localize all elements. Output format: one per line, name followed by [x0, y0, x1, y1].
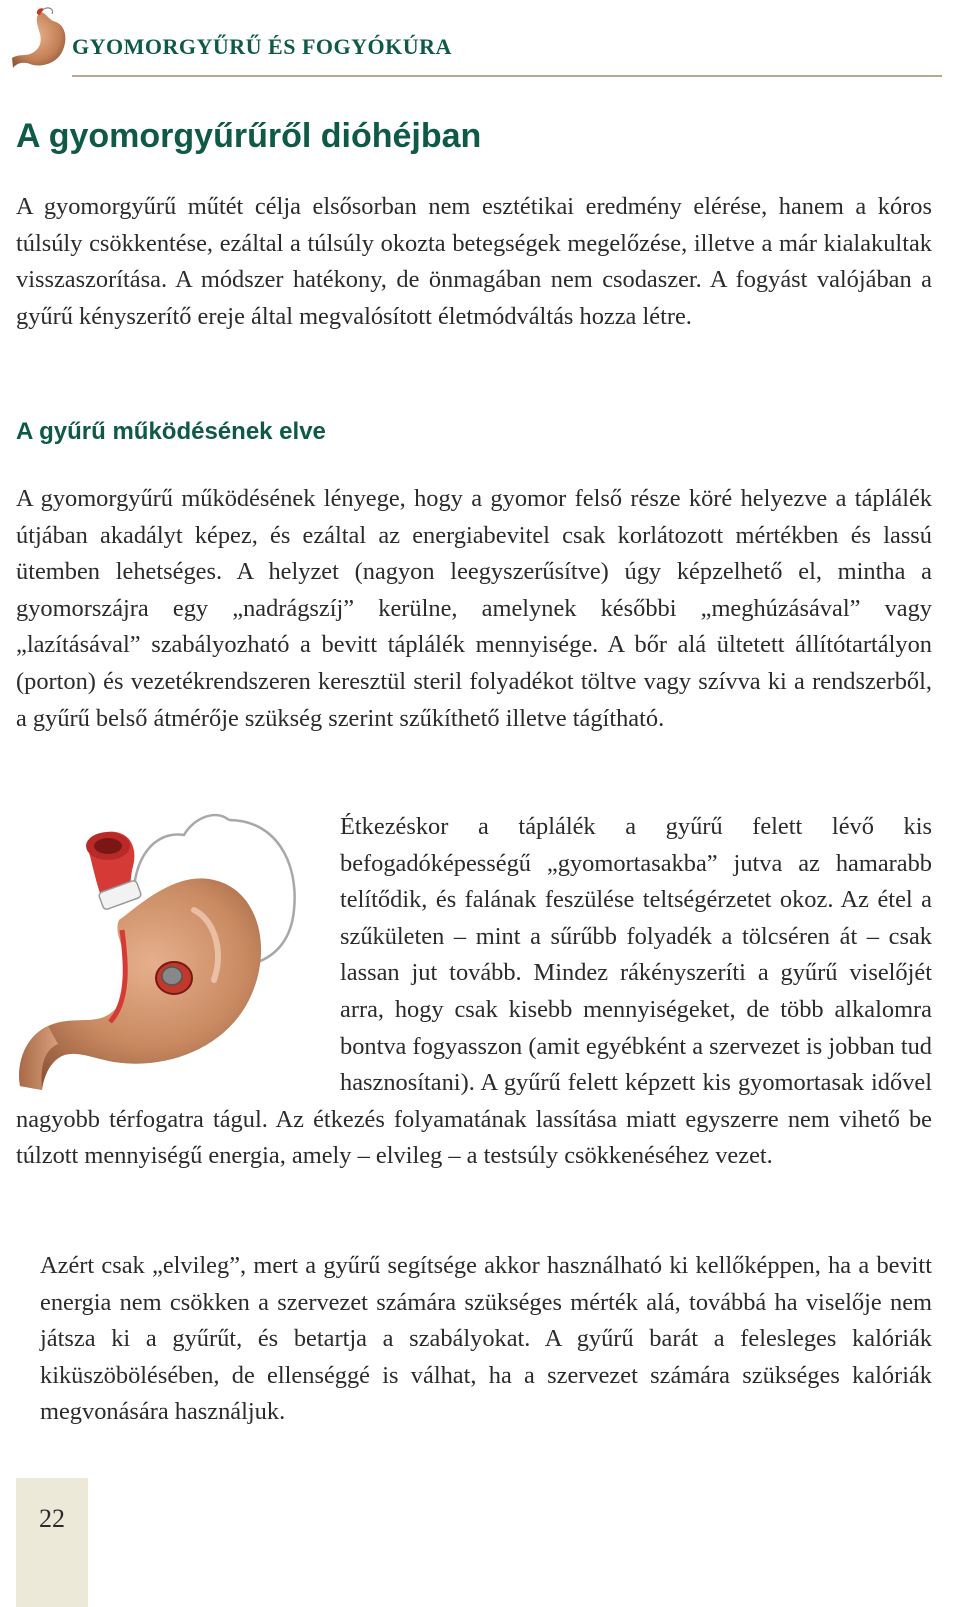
body-paragraph-1: A gyomorgyűrű működésének lényege, hogy a gyomor felső része köré helyezve a táplálék útjában akadályt képez, és ezáltal az energiabevitel csak korlátozott mértékben és lassú ütemben lehetséges. A helyzet (nagyon leegyszerűsítve) úgy képzelhető el, mintha a gyomorszájra egy „nadrágszíj” kerülne, amelynek későbbi „meghúzásával” vagy „lazításával” szabályozható a bevitt táplálék mennyisége. A bőr alá ültetett állítótartályon (porton) és vezetékrendszeren keresztül steril folyadékot töltve vagy szívva ki a rendszerből, a gyűrű belső átmérője szükség szerint szűkíthető illetve tágítható.: [16, 485, 932, 732]
section-heading: A gyűrű működésének elve: [16, 418, 326, 445]
page-number: 22: [39, 1504, 65, 1533]
body-paragraph-3: Azért csak „elvileg”, mert a gyűrű segítsége akkor használható ki kellőképpen, ha a bevitt energia nem csökken a szervezet számára szükséges mérték alá, továbbá ha viselője nem játsza ki a gyűrűt, és betartja a szabályokat. A gyűrű barát a felesleges kalóriák kiküszöbölésében, de ellenséggé is válhat, ha a szervezet számára szükséges kalóriák megvonására használjuk.: [40, 1252, 932, 1426]
body-paragraph-2-text: Étkezéskor a táplálék a gyűrű felett lévő kis befogadóképességű „gyomortasakba” jutva az hamarabb telítődik, és falának feszülése teltségérzetet okoz. Az étel a szűkületen – mint a sűrűbb folyadék a tölcséren át – csak lassan jut tovább. Mindez rákényszeríti a gyűrű viselőjét arra, hogy csak kisebb mennyiségeket, de több alkalomra bontva fogyasszon (amit egyébként a szervezet is jobban tud hasznosítani). A gyűrű felett képzett kis gyomortasak idővel nagyobb térfogatra tágul. Az étkezés folyamatának lassítása miatt egyszerre nem vihető be túlzott mennyiségű energia, amely – elvileg – a testsúly csökkenéséhez vezet.: [16, 813, 932, 1170]
header-divider: [72, 75, 942, 77]
stomach-icon: [10, 6, 70, 72]
illustration-wrap-area: [16, 809, 340, 1101]
intro-paragraph: A gyomorgyűrű műtét célja elsősorban nem esztétikai eredmény elérése, hanem a kóros túlsúly csökkentése, ezáltal a túlsúly okozta betegségek megelőzése, illetve a már kialakultak visszaszorítása. A módszer hatékony, de önmagában nem csodaszer. A fogyást valójában a gyűrű kényszerítő ereje által megvalósított életmódváltás hozza létre.: [16, 193, 932, 330]
page-title: A gyomorgyűrűről dióhéjban: [16, 117, 482, 155]
running-header: [10, 4, 935, 76]
body-paragraph-2: [16, 809, 932, 1175]
page-number-box: [16, 1478, 88, 1607]
header-title: GYOMORGYŰRŰ ÉS FOGYÓKÚRA: [72, 34, 452, 59]
